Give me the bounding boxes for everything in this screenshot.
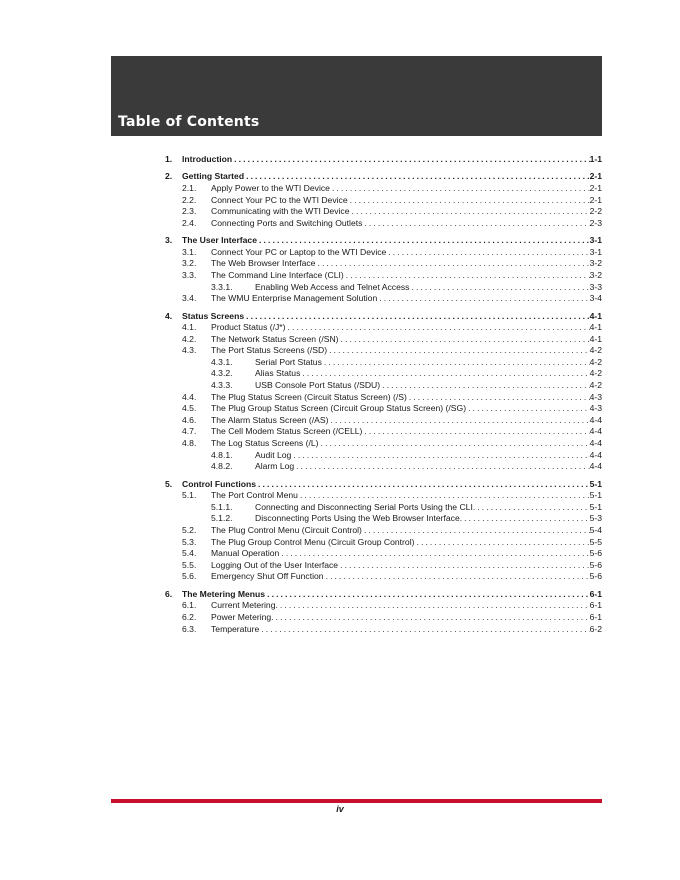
toc-entry-number: 4.5. [182, 403, 197, 414]
toc-entry-title: Connecting Ports and Switching Outlets [211, 217, 363, 228]
toc-entry-title: Status Screens [182, 310, 245, 321]
toc-entry-number: 6.3. [182, 623, 197, 634]
toc-entry-title: Product Status (/J*) [211, 322, 286, 333]
toc-dot-leader [244, 171, 590, 183]
toc-entry[interactable] [165, 368, 602, 380]
toc-entry-page: 2-1 [589, 171, 602, 182]
toc-entry-page: 4-2 [589, 345, 602, 356]
toc-entry[interactable] [165, 450, 602, 462]
toc-dot-leader [278, 600, 590, 612]
toc-entry[interactable] [165, 624, 602, 636]
toc-entry-page: 2-1 [589, 194, 602, 205]
toc-dot-leader [462, 513, 589, 525]
toc-entry-number: 3. [165, 235, 173, 246]
toc-entry-number: 3.3.1. [211, 281, 233, 292]
toc-entry-number: 2.4. [182, 217, 197, 228]
toc-entry[interactable] [165, 195, 602, 207]
toc-entry-title: Introduction [182, 154, 233, 164]
toc-entry-title: Apply Power to the WTI Device [211, 182, 330, 193]
toc-entry[interactable] [165, 438, 602, 450]
toc-entry-title: The User Interface [182, 235, 257, 246]
toc-entry-page: 4-4 [589, 449, 602, 460]
toc-entry-page: 6-2 [589, 623, 602, 634]
toc-entry-number: 5.3. [182, 536, 197, 547]
toc-entry-title: Disconnecting Ports Using the Web Browser Interface. [255, 513, 463, 524]
toc-entry-page: 4-1 [589, 310, 602, 321]
toc-entry-number: 4.6. [182, 414, 197, 425]
toc-entry-title: Connect Your PC to the WTI Device [211, 194, 348, 205]
toc-entry[interactable] [165, 270, 602, 282]
toc-entry-page: 5-6 [589, 548, 602, 559]
toc-entry-title: The Port Status Screens (/SD) [211, 345, 328, 356]
toc-entry-page: 1-1 [589, 154, 602, 164]
toc-entry-number: 4.2. [182, 333, 197, 344]
toc-entry-page: 4-4 [589, 438, 602, 449]
toc-entry-number: 5.1.2. [211, 513, 233, 524]
toc-dot-leader [286, 322, 590, 334]
toc-entry-number: 2.2. [182, 194, 197, 205]
toc-entry-page: 4-4 [589, 414, 602, 425]
toc-dot-leader [475, 502, 589, 514]
toc-entry-number: 3.4. [182, 293, 197, 304]
toc-dot-leader [362, 426, 589, 438]
toc-entry[interactable] [165, 247, 602, 259]
toc-entry[interactable] [165, 426, 602, 438]
toc-entry-number: 4.7. [182, 426, 197, 437]
toc-dot-leader [350, 206, 590, 218]
toc-dot-leader [259, 624, 589, 636]
toc-entry-page: 4-2 [589, 356, 602, 367]
toc-entry-title: Control Functions [182, 478, 256, 489]
toc-entry[interactable] [165, 293, 602, 305]
toc-entry-number: 4.4. [182, 391, 197, 402]
toc-entry-title: The Alarm Status Screen (/AS) [211, 414, 329, 425]
toc-entry-title: Manual Operation [211, 548, 280, 559]
toc-entry-title: Alias Status [255, 368, 301, 379]
toc-entry-title: The Plug Status Screen (Circuit Status Screen) (/S) [211, 391, 407, 402]
toc-entry-number: 3.1. [182, 246, 197, 257]
toc-entry-number: 5.4. [182, 548, 197, 559]
toc-entry-page: 3-4 [589, 293, 602, 304]
toc-dot-leader [380, 380, 589, 392]
toc-entry[interactable] [165, 206, 602, 218]
toc-dot-leader [362, 525, 590, 537]
toc-entry[interactable] [165, 282, 602, 294]
toc-entry[interactable] [165, 171, 602, 183]
toc-entry-page: 6-1 [589, 588, 602, 599]
toc-entry[interactable] [165, 479, 602, 491]
toc-dot-leader [322, 357, 590, 369]
toc-entry-page: 2-2 [589, 206, 602, 217]
toc-entry[interactable] [165, 218, 602, 230]
toc-entry-number: 2. [165, 171, 173, 182]
toc-dot-leader [344, 270, 590, 282]
toc-entry-number: 4.1. [182, 322, 197, 333]
header-band [111, 56, 602, 136]
toc-entry-number: 2.1. [182, 182, 197, 193]
toc-entry[interactable] [165, 513, 602, 525]
toc-entry-title: Getting Started [182, 171, 245, 182]
toc-entry-title: Serial Port Status [255, 356, 322, 367]
toc-entry-title: Current Metering. [211, 600, 278, 611]
toc-entry-title: Audit Log [255, 449, 292, 460]
toc-entry-page: 3-1 [589, 246, 602, 257]
toc-entry-page: 5-1 [589, 478, 602, 489]
toc-entry[interactable] [165, 154, 602, 166]
toc-entry-page: 3-1 [589, 235, 602, 246]
toc-entry[interactable] [165, 258, 602, 270]
toc-dot-leader [339, 334, 590, 346]
toc-entry-title: The Cell Modem Status Screen (/CELL) [211, 426, 363, 437]
toc-entry-title: Temperature [211, 623, 260, 634]
toc-entry-page: 3-3 [589, 281, 602, 292]
toc-dot-leader [414, 537, 589, 549]
toc-dot-leader [232, 154, 589, 166]
toc-entry-number: 1. [165, 154, 173, 164]
toc-dot-leader [294, 461, 589, 473]
toc-entry[interactable] [165, 357, 602, 369]
toc-dot-leader [300, 368, 589, 380]
toc-dot-leader [330, 183, 590, 195]
toc-entry[interactable] [165, 415, 602, 427]
toc-entry-title: The Plug Group Control Menu (Circuit Group Control) [211, 536, 415, 547]
toc-entry[interactable] [165, 589, 602, 601]
toc-entry-number: 5.5. [182, 559, 197, 570]
toc-entry[interactable] [165, 525, 602, 537]
toc-entry[interactable] [165, 311, 602, 323]
toc-entry[interactable] [165, 380, 602, 392]
toc-entry[interactable] [165, 235, 602, 247]
toc-dot-leader [274, 612, 590, 624]
toc-dot-leader [466, 403, 590, 415]
toc-entry-page: 5-4 [589, 525, 602, 535]
toc-entry-number: 4.8.1. [211, 449, 233, 460]
toc-entry-title: The Metering Menus [182, 588, 266, 599]
toc-dot-leader [327, 345, 590, 357]
toc-entry-number: 5.1. [182, 490, 197, 501]
toc-entry-number: 4.3.2. [211, 368, 233, 379]
toc-entry-title: The Log Status Screens (/L) [211, 438, 319, 449]
toc-entry-page: 2-3 [589, 217, 602, 228]
toc-dot-leader [291, 450, 589, 462]
toc-entry-number: 2.3. [182, 206, 197, 217]
toc-dot-leader [407, 392, 590, 404]
toc-dot-leader [329, 415, 590, 427]
toc-entry-title: Alarm Log [255, 461, 295, 472]
toc-entry-title: Connecting and Disconnecting Serial Ports Using the CLI. [255, 501, 476, 512]
toc-dot-leader [265, 589, 589, 601]
toc-dot-leader [362, 218, 589, 230]
toc-entry-page: 4-1 [589, 322, 602, 333]
toc-entry-title: The Plug Group Status Screen (Circuit Group Status Screen) (/SG) [211, 403, 467, 414]
toc-entry-page: 5-1 [589, 501, 602, 512]
toc-entry-page: 4-2 [589, 368, 602, 379]
toc-entry-page: 4-4 [589, 461, 602, 472]
toc-entry-number: 3.2. [182, 258, 197, 269]
toc-entry-number: 4.3.1. [211, 356, 233, 367]
toc-dot-leader [256, 479, 590, 491]
toc-entry-page: 5-6 [589, 571, 602, 582]
toc-entry-page: 5-6 [589, 559, 602, 570]
toc-entry-number: 5.2. [182, 525, 197, 535]
toc-entry-page: 4-4 [589, 426, 602, 437]
toc-entry[interactable] [165, 502, 602, 514]
toc-dot-leader [338, 560, 590, 572]
toc-entry-page: 3-2 [589, 258, 602, 269]
toc-entry-page: 4-3 [589, 403, 602, 414]
toc-dot-leader [348, 195, 590, 207]
toc-entry-title: The Command Line Interface (CLI) [211, 269, 344, 280]
toc-entry-title: The WMU Enterprise Management Solution [211, 293, 378, 304]
toc-entry-title: Enabling Web Access and Telnet Access [255, 281, 410, 292]
toc-entry[interactable] [165, 461, 602, 473]
toc-entry-page: 6-1 [589, 611, 602, 622]
toc-entry[interactable] [165, 612, 602, 624]
toc-dot-leader [318, 438, 589, 450]
toc-entry-title: Logging Out of the User Interface [211, 559, 339, 570]
toc-entry-page: 4-2 [589, 380, 602, 391]
toc-dot-leader [324, 571, 590, 583]
toc-entry[interactable] [165, 548, 602, 560]
toc-dot-leader [279, 548, 589, 560]
toc-entry-title: Communicating with the WTI Device [211, 206, 350, 217]
toc-entry-number: 4.3.3. [211, 380, 233, 391]
toc-dot-leader [244, 311, 589, 323]
toc-dot-leader [377, 293, 589, 305]
toc-entry-number: 6.2. [182, 611, 197, 622]
toc-entry-page: 2-1 [589, 182, 602, 193]
toc-dot-leader [298, 490, 590, 502]
toc-entry[interactable] [165, 392, 602, 404]
toc-entry[interactable] [165, 560, 602, 572]
toc-entry-page: 4-1 [589, 333, 602, 344]
toc-entry[interactable] [165, 345, 602, 357]
page-title: Table of Contents [118, 114, 260, 130]
toc-entry-number: 6. [165, 588, 173, 599]
toc-dot-leader [257, 235, 590, 247]
toc-dot-leader [315, 258, 589, 270]
toc-entry-title: The Web Browser Interface [211, 258, 316, 269]
toc-entry-title: Emergency Shut Off Function [211, 571, 324, 582]
toc-entry-page: 4-3 [589, 391, 602, 402]
toc-entry[interactable] [165, 571, 602, 583]
toc-entry-number: 5. [165, 478, 173, 489]
toc-dot-leader [386, 247, 589, 259]
toc-entry-number: 4.8.2. [211, 461, 233, 472]
toc-entry-page: 5-1 [589, 490, 602, 501]
toc-entry[interactable] [165, 403, 602, 415]
toc-entry-title: USB Console Port Status (/SDU) [255, 380, 381, 391]
footer-rule [111, 799, 602, 803]
toc-entry-title: The Port Control Menu [211, 490, 298, 501]
toc-entry[interactable] [165, 322, 602, 334]
toc-entry-number: 4. [165, 310, 173, 321]
toc-entry-page: 3-2 [589, 269, 602, 280]
toc-entry-number: 4.8. [182, 438, 197, 449]
toc-entry-page: 6-1 [589, 600, 602, 611]
toc-dot-leader [409, 282, 589, 294]
toc-entry[interactable] [165, 537, 602, 549]
toc-entry-number: 6.1. [182, 600, 197, 611]
table-of-contents [165, 154, 602, 635]
toc-entry-number: 3.3. [182, 269, 197, 280]
toc-entry-title: Connect Your PC or Laptop to the WTI Device [211, 246, 387, 257]
toc-entry[interactable] [165, 183, 602, 195]
toc-entry-page: 5-5 [589, 536, 602, 547]
toc-entry-number: 5.6. [182, 571, 197, 582]
toc-entry[interactable] [165, 600, 602, 612]
toc-entry[interactable] [165, 334, 602, 346]
toc-entry-title: The Network Status Screen (/SN) [211, 333, 339, 344]
toc-entry-number: 5.1.1. [211, 501, 233, 512]
toc-entry[interactable] [165, 490, 602, 502]
toc-entry-title: The Plug Control Menu (Circuit Control) [211, 525, 362, 535]
page-number: iv [336, 804, 344, 814]
toc-entry-number: 4.3. [182, 345, 197, 356]
toc-entry-page: 5-3 [589, 513, 602, 524]
toc-entry-title: Power Metering. [211, 611, 274, 622]
